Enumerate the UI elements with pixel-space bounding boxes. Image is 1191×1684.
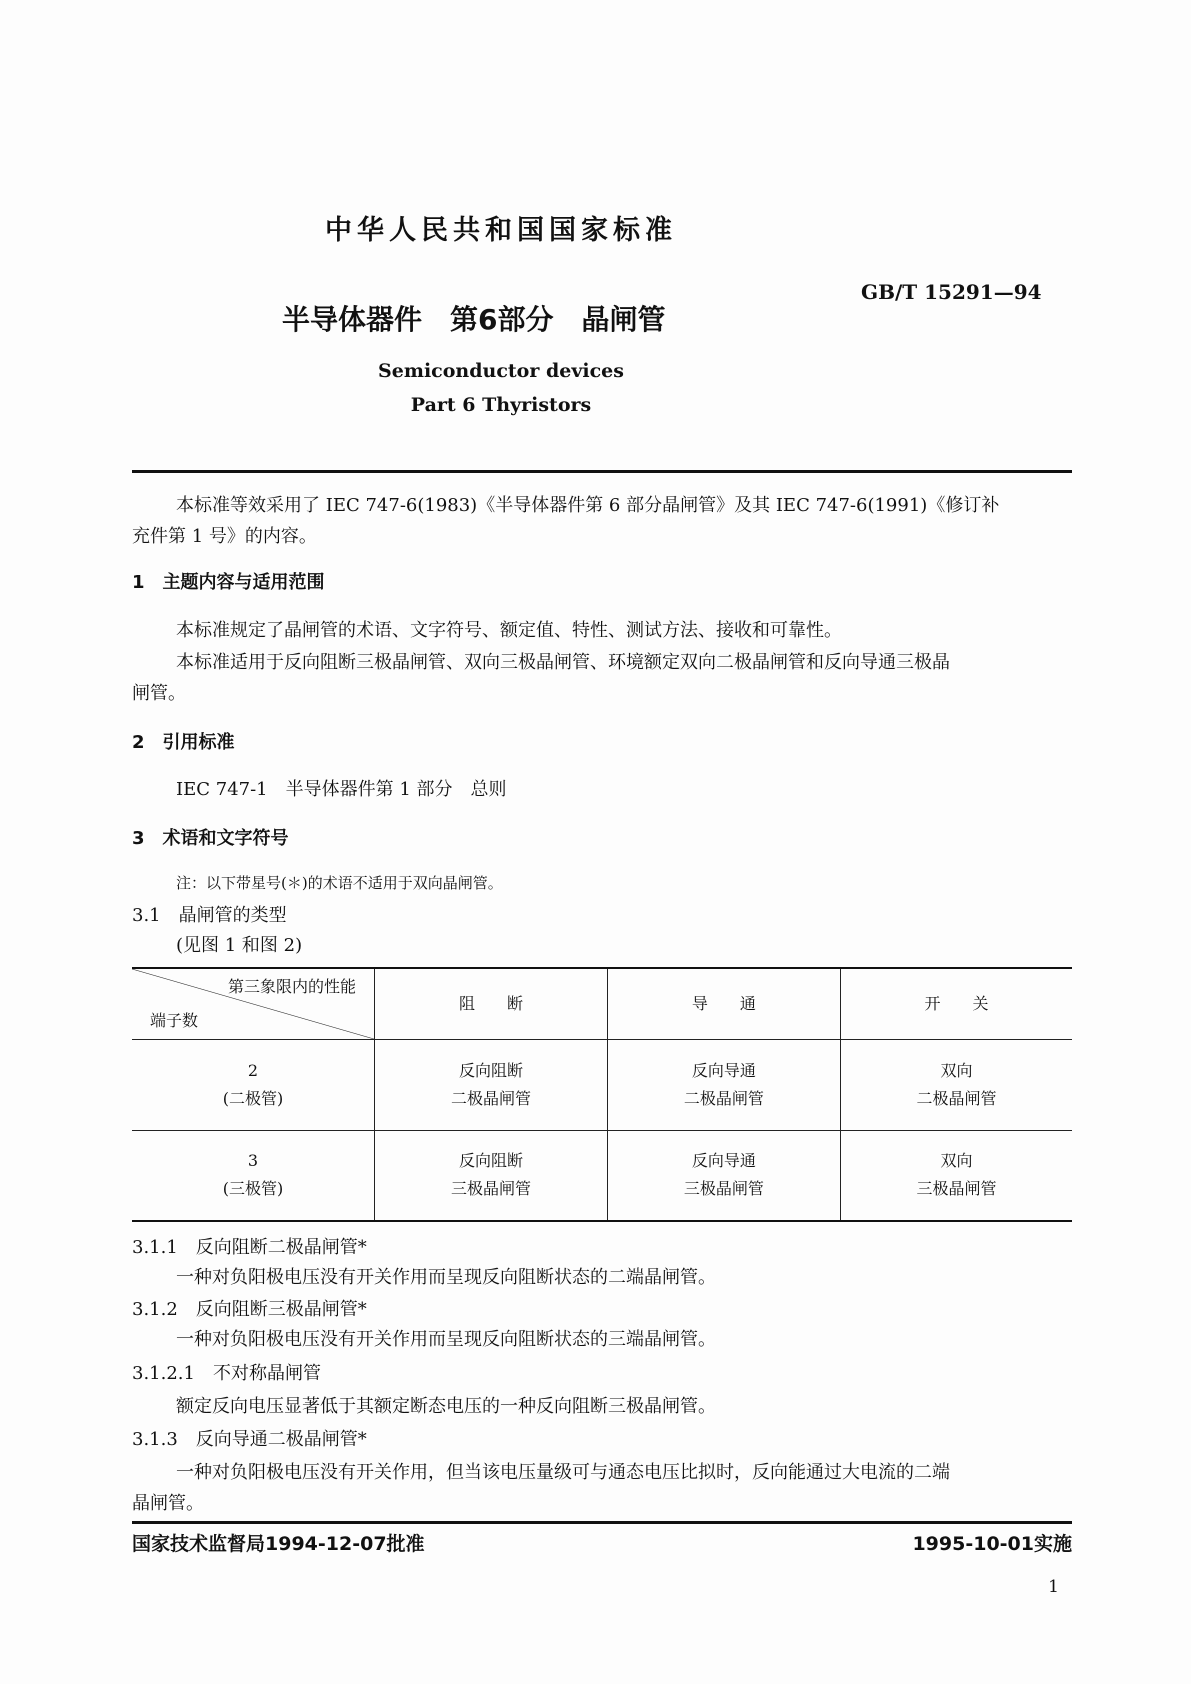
column-header: 导 通 <box>607 968 840 1039</box>
subsection-sub: (见图 1 和图 2) <box>176 935 303 956</box>
definition-heading: 3.1.1 反向阻断二极晶闸管* <box>132 1237 367 1258</box>
cell: 二极晶闸管 <box>683 1088 764 1108</box>
cell: 反向导通 <box>691 1060 756 1080</box>
paragraph: 闸管。 <box>132 683 186 704</box>
effective-date: 1995-10-01实施 <box>912 1533 1072 1555</box>
cell: 3 <box>247 1151 259 1171</box>
title-en-2: Part 6 Thyristors <box>410 394 592 416</box>
definition-text: 一种对负阳极电压没有开关作用而呈现反向阻断状态的三端晶闸管。 <box>176 1329 716 1350</box>
cell: 三极晶闸管 <box>916 1179 997 1199</box>
definition-text: 额定反向电压显著低于其额定断态电压的一种反向阻断三极晶闸管。 <box>176 1396 716 1417</box>
cell: 三极晶闸管 <box>450 1179 531 1199</box>
section-heading: 1 主题内容与适用范围 <box>132 572 325 593</box>
cell: 反向阻断 <box>458 1151 523 1171</box>
column-header: 阻 断 <box>375 968 608 1039</box>
cell: 双向 <box>940 1151 973 1171</box>
cell: 双向 <box>940 1060 973 1080</box>
intro-line: 充件第 1 号》的内容。 <box>132 526 317 547</box>
definition-heading: 3.1.2 反向阻断三极晶闸管* <box>132 1299 367 1320</box>
approval-date: 国家技术监督局1994-12-07批准 <box>132 1533 425 1555</box>
cell: 三极晶闸管 <box>683 1179 764 1199</box>
paragraph: 本标准规定了晶闸管的术语、文字符号、额定值、特性、测试方法、接收和可靠性。 <box>176 620 842 641</box>
cell: 二极晶闸管 <box>450 1088 531 1108</box>
cell: 2 <box>247 1060 259 1080</box>
definition-heading: 3.1.3 反向导通二极晶闸管* <box>132 1429 367 1450</box>
cell: 反向阻断 <box>458 1060 523 1080</box>
definition-heading: 3.1.2.1 不对称晶闸管 <box>132 1363 321 1384</box>
table-row <box>132 1039 1072 1130</box>
intro-line: 本标准等效采用了 IEC 747-6(1983)《半导体器件第 6 部分晶闸管》及其 IEC 747-6(1991)《修订补 <box>176 495 1000 516</box>
reference: IEC 747-1 半导体器件第 1 部分 总则 <box>176 779 507 800</box>
title-en-1: Semiconductor devices <box>378 360 624 382</box>
table-corner-cell <box>132 968 375 1039</box>
table-row <box>132 1130 1072 1221</box>
note: 注：以下带星号(＊)的术语不适用于双向晶闸管。 <box>176 874 503 892</box>
definition-text: 晶闸管。 <box>132 1493 204 1514</box>
subsection-heading: 3.1 晶闸管的类型 <box>132 905 287 926</box>
footer-rule <box>132 1521 1072 1524</box>
corner-bottom-label: 端子数 <box>150 1010 199 1030</box>
cell: (三极管) <box>222 1179 284 1199</box>
title-cn: 半导体器件 第6部分 晶闸管 <box>282 303 666 336</box>
definition-text: 一种对负阳极电压没有开关作用而呈现反向阻断状态的二端晶闸管。 <box>176 1267 716 1288</box>
cell: 二极晶闸管 <box>916 1088 997 1108</box>
cell: (二极管) <box>222 1088 284 1108</box>
cell: 反向导通 <box>691 1151 756 1171</box>
page-number: 1 <box>1048 1577 1059 1597</box>
thyristor-types-table <box>132 967 1072 1222</box>
column-header: 开 关 <box>840 968 1072 1039</box>
country-standard: 中华人民共和国国家标准 <box>325 215 677 246</box>
standard-code: GB/T 15291—94 <box>861 280 1042 304</box>
definition-text: 一种对负阳极电压没有开关作用，但当该电压量级可与通态电压比拟时，反向能通过大电流的二端 <box>176 1462 950 1483</box>
section-heading: 2 引用标准 <box>132 732 235 753</box>
paragraph: 本标准适用于反向阻断三极晶闸管、双向三极晶闸管、环境额定双向二极晶闸管和反向导通三极晶 <box>176 652 950 673</box>
corner-top-label: 第三象限内的性能 <box>227 977 356 996</box>
header-rule <box>132 470 1072 473</box>
section-heading: 3 术语和文字符号 <box>132 828 289 849</box>
